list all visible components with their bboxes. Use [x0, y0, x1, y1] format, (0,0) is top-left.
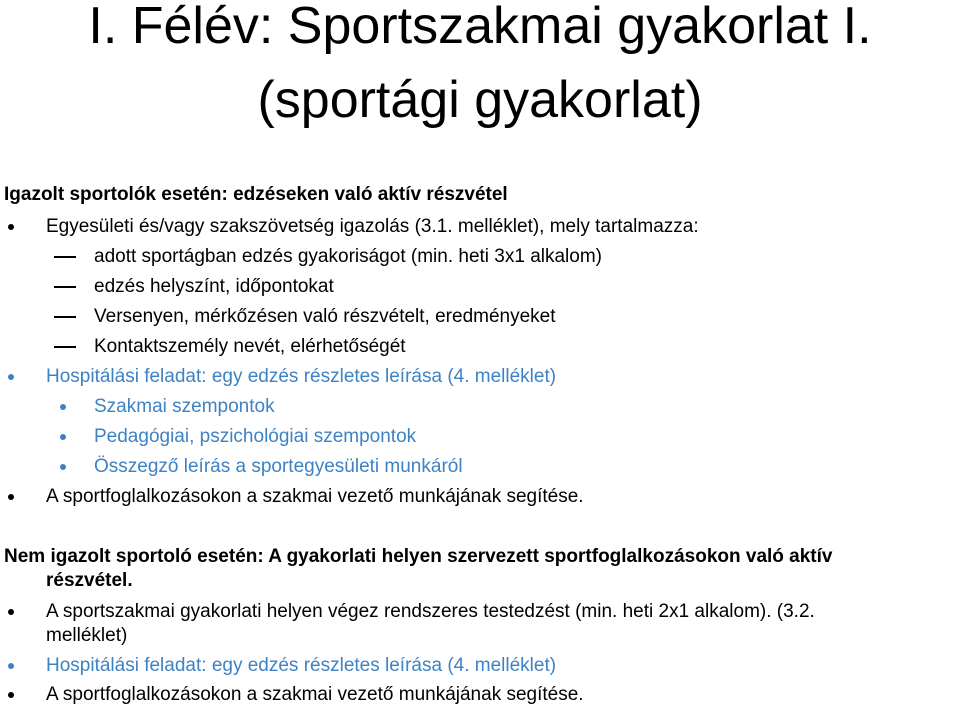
bullet-icon: [8, 692, 14, 698]
bullet-icon: [60, 404, 66, 410]
section1-sub2: edzés helyszínt, időpontokat: [94, 276, 334, 297]
bullet-icon: [8, 224, 14, 230]
section2-item1-line2: melléklet): [46, 625, 128, 646]
dash-icon: [54, 316, 76, 318]
bullet-icon: [60, 434, 66, 440]
section1-sub4: Kontaktszemély nevét, elérhetőségét: [94, 336, 406, 357]
section1-item3: A sportfoglalkozásokon a szakmai vezető munkájának segítése.: [46, 486, 584, 507]
section1-sub1: adott sportágban edzés gyakoriságot (min. heti 3x1 alkalom): [94, 246, 602, 267]
bullet-icon: [60, 464, 66, 470]
section1-item2-sub2: Pedagógiai, pszichológiai szempontok: [94, 426, 417, 447]
slide-title-line-1: I. Félév: Sportszakmai gyakorlat I.: [88, 0, 872, 55]
bullet-icon: [8, 663, 14, 669]
slide-title-line-2: (sportági gyakorlat): [257, 71, 703, 129]
section1-sub3: Versenyen, mérkőzésen való részvételt, eredményeket: [94, 306, 556, 327]
bullet-icon: [8, 494, 14, 500]
section1-item2-sub3: Összegző leírás a sportegyesületi munkáról: [94, 456, 463, 477]
section2-item3: A sportfoglalkozásokon a szakmai vezető munkájának segítése.: [46, 684, 584, 705]
dash-icon: [54, 286, 76, 288]
section2-item1-line1: A sportszakmai gyakorlati helyen végez rendszeres testedzést (min. heti 2x1 alkalom). (3.2.: [46, 601, 815, 622]
section1-item2-sub1: Szakmai szempontok: [94, 396, 275, 417]
bullet-icon: [8, 374, 14, 380]
bullet-icon: [8, 609, 14, 615]
section1-heading: Igazolt sportolók esetén: edzéseken való aktív részvétel: [4, 184, 508, 205]
section2-item2: Hospitálási feladat: egy edzés részletes leírása (4. melléklet): [46, 655, 557, 676]
section1-item2: Hospitálási feladat: egy edzés részletes leírása (4. melléklet): [46, 366, 557, 387]
section1-item1: Egyesületi és/vagy szakszövetség igazolás (3.1. melléklet), mely tartalmazza:: [46, 216, 699, 237]
section2-heading-line1: Nem igazolt sportoló esetén: A gyakorlati helyen szervezett sportfoglalkozásokon való aktív: [4, 546, 833, 567]
dash-icon: [54, 256, 76, 258]
dash-icon: [54, 346, 76, 348]
section2-heading-line2: részvétel.: [46, 570, 133, 591]
